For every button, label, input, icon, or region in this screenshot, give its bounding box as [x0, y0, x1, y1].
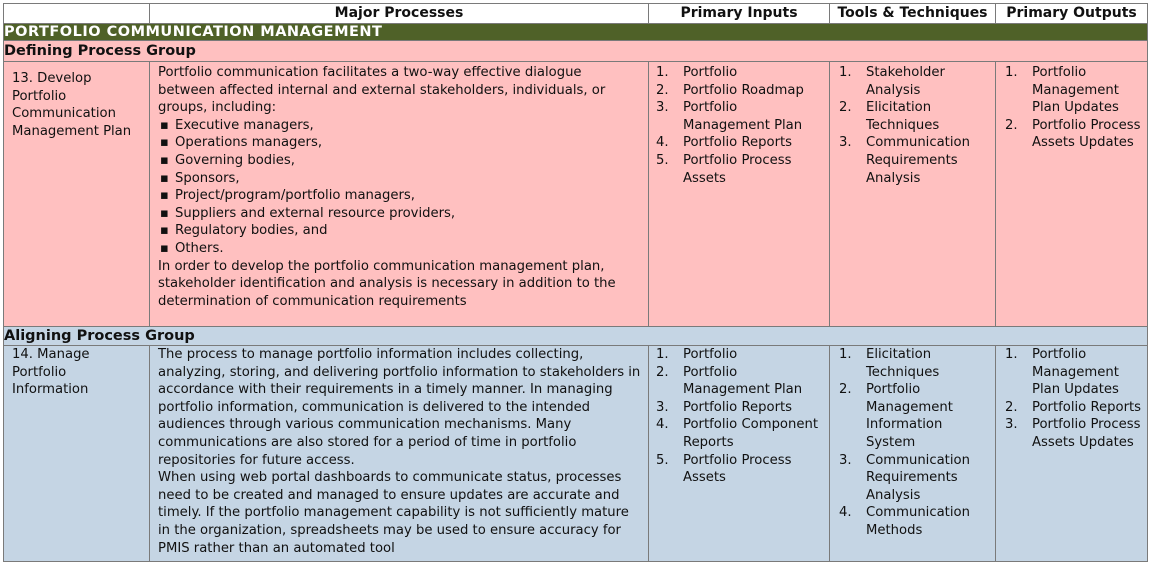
item-number: 3.: [656, 399, 669, 415]
item-text: Portfolio Process Assets: [683, 452, 792, 486]
item-number: 4.: [839, 505, 852, 521]
bullet-item: ▪ Others.: [158, 240, 642, 258]
tool-item: [839, 64, 991, 99]
tool-item: [839, 504, 991, 539]
header-blank: [4, 4, 150, 24]
process-description-13: [150, 62, 649, 327]
tool-item: [839, 381, 991, 451]
process-row-13: [4, 62, 1148, 327]
input-item: [656, 346, 825, 364]
item-text: Portfolio Management Plan: [683, 100, 803, 133]
item-text: Portfolio Reports: [683, 399, 793, 415]
item-number: 2.: [839, 100, 852, 116]
item-text: Stakeholder Analysis: [866, 65, 945, 98]
item-number: 1.: [839, 347, 852, 362]
item-number: 3.: [839, 135, 852, 151]
bullet-item: ▪ Executive managers,: [158, 117, 642, 135]
title-row: [4, 24, 1148, 41]
outputs-list-14: [1005, 346, 1143, 452]
outputs-cell-14: [996, 346, 1148, 562]
item-number: 2.: [656, 82, 669, 98]
item-text: Portfolio: [683, 347, 738, 362]
item-number: 1.: [1005, 347, 1018, 362]
item-text: Portfolio Management Plan Updates: [1032, 65, 1119, 116]
input-item: [656, 364, 825, 399]
item-text: Portfolio Management Plan Updates: [1032, 347, 1119, 398]
inputs-list-13: [656, 64, 825, 187]
item-text: Portfolio Management Plan: [683, 364, 803, 398]
item-number: 3.: [839, 452, 852, 468]
item-text: Portfolio Reports: [1032, 399, 1142, 415]
header-primary-inputs: Primary Inputs: [649, 4, 830, 24]
process-description-14: [150, 346, 649, 562]
tools-list-13: [839, 64, 991, 187]
item-text: Portfolio Reports: [683, 135, 793, 151]
output-item: [1005, 346, 1143, 399]
defining-group-label: Defining Process Group: [4, 41, 1148, 62]
input-item: [656, 152, 825, 187]
item-text: Portfolio Process Assets: [683, 152, 792, 186]
header-row: [4, 4, 1148, 24]
defining-group-row: [4, 41, 1148, 62]
bullet-item: ▪ Project/program/portfolio managers,: [158, 187, 642, 205]
item-number: 1.: [656, 65, 669, 80]
item-number: 2.: [839, 382, 852, 398]
input-item: [656, 399, 825, 417]
process-name-13: 13. Develop Portfolio Communication Management Plan: [4, 62, 150, 327]
item-text: Elicitation Techniques: [866, 100, 940, 133]
description-paragraph-2: When using web portal dashboards to communicate status, processes need to be created and managed to ensure updates are accurate and timely. If the portfolio management capability is not sufficiently mature in the organization, spreadsheets may be used to ensure accuracy for PMIS rather than an automated tool: [158, 470, 629, 556]
inputs-list-14: [656, 346, 825, 487]
output-item: [1005, 399, 1143, 417]
item-number: 1.: [839, 65, 852, 80]
input-item: [656, 64, 825, 82]
aligning-group-label: Aligning Process Group: [4, 327, 1148, 346]
stakeholder-bullet-list: [158, 117, 642, 258]
item-number: 2.: [1005, 399, 1018, 415]
item-number: 1.: [656, 347, 669, 362]
outputs-list-13: [1005, 64, 1143, 152]
input-item: [656, 416, 825, 451]
header-major-processes: Major Processes: [150, 4, 649, 24]
item-text: Portfolio Process Assets Updates: [1032, 117, 1141, 151]
inputs-cell-13: [649, 62, 830, 327]
item-text: Portfolio Process Assets Updates: [1032, 417, 1141, 450]
input-item: [656, 99, 825, 134]
bullet-item: ▪ Regulatory bodies, and: [158, 222, 642, 240]
item-text: Communication Requirements Analysis: [866, 452, 970, 503]
output-item: [1005, 64, 1143, 117]
process-name-14: 14. Manage Portfolio Information: [4, 346, 150, 562]
item-number: 5.: [656, 452, 669, 468]
item-text: Portfolio Roadmap: [683, 82, 804, 98]
tool-item: [839, 452, 991, 505]
description-paragraph-1: The process to manage portfolio information includes collecting, analyzing, storing, and delivering portfolio information to stakeholders in accordance with their requirements in a timely manner. In managing portfolio information, communication is delivered to the intended audiences through various communication mechanisms. Many communications are also stored for a period of time in portfolio repositories for future access.: [158, 347, 641, 468]
item-text: Portfolio Management Information System: [866, 382, 953, 450]
output-item: [1005, 416, 1143, 451]
item-number: 3.: [1005, 417, 1018, 433]
item-number: 1.: [1005, 65, 1018, 80]
process-row-14: [4, 346, 1148, 562]
item-text: Communication Requirements Analysis: [866, 135, 970, 186]
tool-item: [839, 346, 991, 381]
aligning-group-row: [4, 327, 1148, 346]
bullet-item: ▪ Sponsors,: [158, 170, 642, 188]
item-text: Elicitation Techniques: [866, 347, 940, 380]
item-number: 4.: [656, 417, 669, 433]
tools-cell-13: [830, 62, 996, 327]
bullet-item: ▪ Suppliers and external resource providers,: [158, 205, 642, 223]
description-outro: In order to develop the portfolio communication management plan, stakeholder identification and analysis is necessary in addition to the determination of communication requirements: [158, 258, 616, 309]
portfolio-communication-table: [3, 3, 1148, 562]
input-item: [656, 452, 825, 487]
item-text: Portfolio: [683, 65, 738, 80]
table-title: PORTFOLIO COMMUNICATION MANAGEMENT: [4, 24, 1148, 41]
tool-item: [839, 134, 991, 187]
tool-item: [839, 99, 991, 134]
header-primary-outputs: Primary Outputs: [996, 4, 1148, 24]
item-text: Communication Methods: [866, 505, 970, 538]
description-intro: Portfolio communication facilitates a two-way effective dialogue between affected internal and external stakeholders, individuals, or groups, including:: [158, 65, 606, 116]
input-item: [656, 134, 825, 152]
output-item: [1005, 117, 1143, 152]
item-number: 3.: [656, 100, 669, 116]
inputs-cell-14: [649, 346, 830, 562]
item-number: 2.: [1005, 117, 1018, 133]
header-tools-techniques: Tools & Techniques: [830, 4, 996, 24]
input-item: [656, 82, 825, 100]
item-number: 4.: [656, 135, 669, 151]
item-text: Portfolio Component Reports: [683, 417, 819, 450]
tools-cell-14: [830, 346, 996, 562]
item-number: 2.: [656, 364, 669, 380]
item-number: 5.: [656, 152, 669, 168]
outputs-cell-13: [996, 62, 1148, 327]
bullet-item: ▪ Governing bodies,: [158, 152, 642, 170]
tools-list-14: [839, 346, 991, 540]
bullet-item: ▪ Operations managers,: [158, 134, 642, 152]
